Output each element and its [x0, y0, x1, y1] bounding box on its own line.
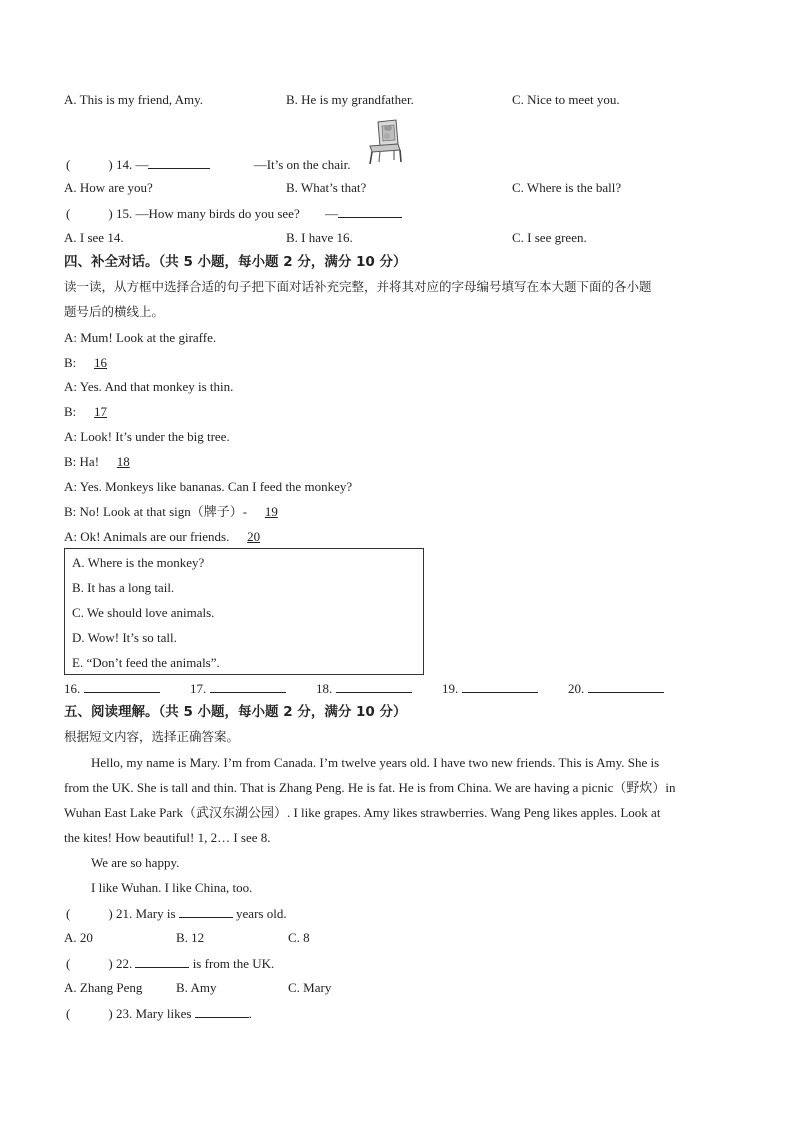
answer-label: 20.: [568, 681, 585, 696]
q23-question: ( ) 23. Mary likes .: [66, 1006, 252, 1021]
q21-question: ( ) 21. Mary is years old.: [66, 906, 287, 921]
passage-line-1: Hello, my name is Mary. I’m from Canada. I’m twelve years old. I have two new friends. This is Amy. She is: [91, 755, 660, 770]
box-option-b: B. It has a long tail.: [72, 580, 175, 595]
dialogue-blank-19[interactable]: 19: [264, 504, 278, 519]
section5-instruction: 根据短文内容，选择正确答案。: [64, 729, 240, 744]
dialogue-blank-20[interactable]: 20: [247, 529, 261, 544]
answer-label: 19.: [442, 681, 459, 696]
dialogue-speaker: B: Ha!: [64, 454, 103, 469]
q15-option-b: B. I have 16.: [286, 230, 353, 245]
q13-option-b: B. He is my grandfather.: [286, 92, 414, 107]
dialogue-speaker: B: No! Look at that sign（牌子）-: [64, 504, 251, 519]
dialogue-speaker: B:: [64, 404, 80, 419]
dialogue-line-2: [64, 355, 122, 371]
answer-label: 17.: [190, 681, 207, 696]
section5-title: 五、阅读理解。（共 5 小题，每小题 2 分，满分 10 分）: [64, 704, 407, 720]
q13-option-c: C. Nice to meet you.: [512, 92, 620, 107]
answer-blank[interactable]: [462, 680, 538, 693]
answer-label: 16.: [64, 681, 81, 696]
dialogue-blank-18[interactable]: 18: [116, 454, 130, 469]
q21-option-a: A. 20: [64, 930, 93, 945]
answer-blank[interactable]: [210, 680, 286, 693]
q15-option-c: C. I see green.: [512, 230, 587, 245]
q15-paren-close: ): [108, 206, 113, 221]
dialogue-speaker: A: Ok! Animals are our friends.: [64, 529, 233, 544]
q15-option-a: A. I see 14.: [64, 230, 124, 245]
q13-option-a: A. This is my friend, Amy.: [64, 92, 204, 107]
q15-dash: —: [324, 206, 338, 221]
dialogue-line-6: [64, 454, 144, 470]
box-option-a: A. Where is the monkey?: [72, 555, 205, 570]
answer-20: [568, 680, 664, 697]
q14-paren-open: (: [66, 157, 71, 172]
q22-text-after: is from the UK.: [192, 956, 275, 971]
dialogue-line-7: A: Yes. Monkeys like bananas. Can I feed the monkey?: [64, 479, 353, 494]
q15-question: [66, 205, 402, 222]
q14-response: —It’s on the chair.: [253, 157, 351, 172]
dialogue-line-9: [64, 529, 275, 545]
q14-paren-close: ): [108, 157, 113, 172]
passage-line-3: Wuhan East Lake Park（武汉东湖公园）. I like grapes. Amy likes strawberries. Wang Peng likes apples. Look at: [64, 805, 661, 820]
q22-option-b: B. Amy: [176, 980, 217, 995]
answer-blank[interactable]: [84, 680, 160, 693]
dialogue-line-3: A: Yes. And that monkey is thin.: [64, 379, 234, 394]
q21-text: 21. Mary is: [115, 906, 176, 921]
q14-question: [66, 156, 350, 173]
passage-line-4: the kites! How beautiful! 1, 2… I see 8.: [64, 830, 271, 845]
q23-blank[interactable]: [195, 1005, 249, 1018]
q14-blank[interactable]: [148, 156, 210, 169]
dialogue-speaker: B:: [64, 355, 80, 370]
answer-18: [316, 680, 412, 697]
q21-option-c: C. 8: [288, 930, 310, 945]
box-option-d: D. Wow! It’s so tall.: [72, 630, 177, 645]
dialogue-line-4: [64, 404, 122, 420]
q22-option-a: A. Zhang Peng: [64, 980, 143, 995]
answer-16: [64, 680, 160, 697]
q21-blank[interactable]: [179, 905, 233, 918]
chair-icon: [364, 118, 404, 166]
answer-label: 18.: [316, 681, 333, 696]
passage-line-2: from the UK. She is tall and thin. That is Zhang Peng. He is fat. He is from China. We are having a picnic（野炊）in: [64, 780, 676, 795]
q14-option-a: A. How are you?: [64, 180, 153, 195]
box-option-e: E. “Don’t feed the animals”.: [72, 655, 220, 670]
box-option-c: C. We should love animals.: [72, 605, 215, 620]
q22-text: 22.: [115, 956, 133, 971]
section4-instruction-line1: 读一读，从方框中选择合适的句子把下面对话补充完整，并将其对应的字母编号填写在本大题下面的各小题: [64, 279, 652, 294]
q15-text: 15. —How many birds do you see?: [115, 206, 300, 221]
answer-19: [442, 680, 538, 697]
section4-instruction-line2: 题号后的横线上。: [64, 304, 165, 319]
dialogue-blank-17[interactable]: 17: [94, 404, 108, 419]
section4-title: 四、补全对话。（共 5 小题，每小题 2 分，满分 10 分）: [64, 254, 407, 270]
q14-option-b: B. What’s that?: [286, 180, 367, 195]
q22-question: ( ) 22. is from the UK.: [66, 956, 275, 971]
q23-text-after: .: [248, 1006, 252, 1021]
q14-option-c: C. Where is the ball?: [512, 180, 622, 195]
passage-line-6: I like Wuhan. I like China, too.: [91, 880, 253, 895]
answer-blank[interactable]: [336, 680, 412, 693]
passage-line-5: We are so happy.: [91, 855, 180, 870]
dialogue-line-1: A: Mum! Look at the giraffe.: [64, 330, 217, 345]
q21-text-after: years old.: [236, 906, 287, 921]
answer-blank[interactable]: [588, 680, 664, 693]
q22-blank[interactable]: [135, 955, 189, 968]
dialogue-blank-16[interactable]: 16: [94, 355, 108, 370]
q23-text: 23. Mary likes: [115, 1006, 192, 1021]
dialogue-line-8: [64, 504, 292, 520]
answer-17: [190, 680, 286, 697]
q21-option-b: B. 12: [176, 930, 205, 945]
dialogue-line-5: A: Look! It’s under the big tree.: [64, 429, 230, 444]
q15-blank[interactable]: [338, 205, 402, 218]
q15-paren-open: (: [66, 206, 71, 221]
q14-number: 14. —: [115, 157, 149, 172]
q22-option-c: C. Mary: [288, 980, 332, 995]
